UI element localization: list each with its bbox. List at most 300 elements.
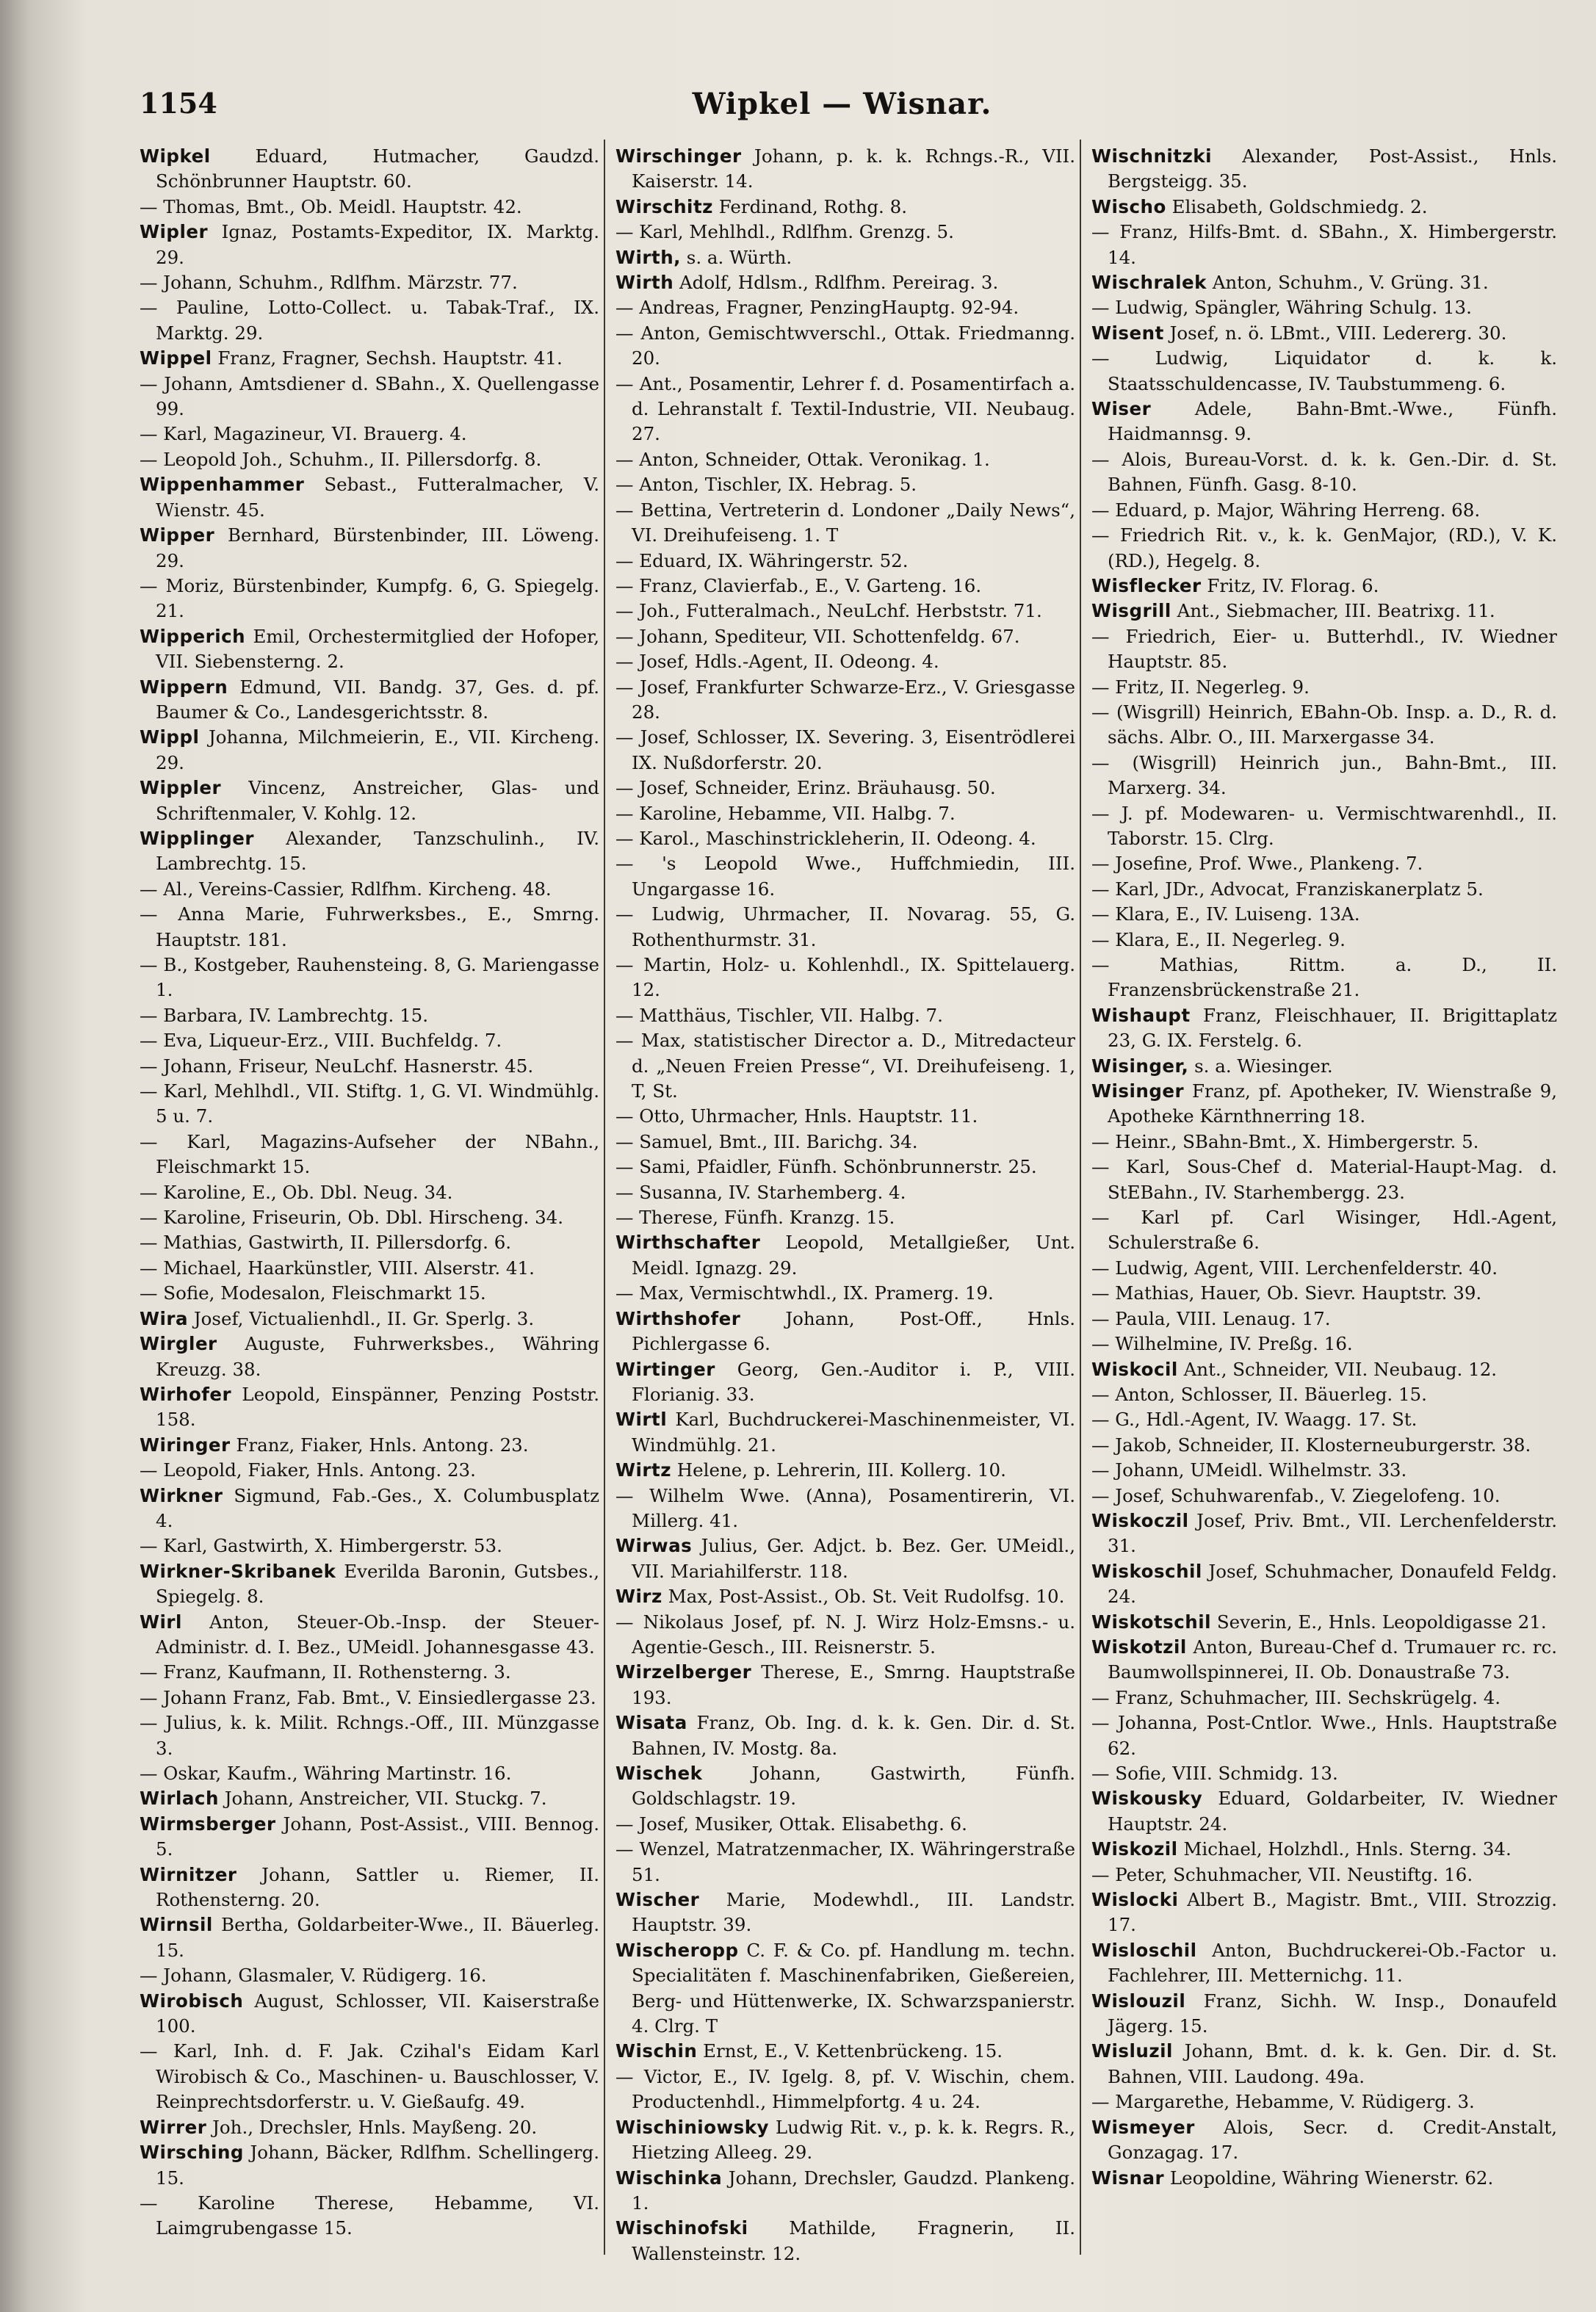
entry-text: — Anton, Gemischtwverschl., Ottak. Friedmanng. 20. [615, 322, 1075, 369]
directory-entry [140, 1610, 599, 1661]
entry-text: — Josef, Hdls.-Agent, II. Odeong. 4. [615, 651, 939, 673]
entry-surname: Wipperich [140, 625, 246, 647]
directory-entry [140, 2191, 599, 2241]
directory-entry [1091, 599, 1557, 624]
entry-surname: Wisloschil [1091, 1939, 1197, 1961]
entry-surname: Wischnitzki [1091, 145, 1212, 167]
entry-text: Josef, Priv. Bmt., VII. Lerchenfelderstr. 31. [1108, 1509, 1557, 1557]
entry-text: Josef, n. ö. LBmt., VIII. Ledererg. 30. [1169, 322, 1507, 344]
entry-text: Josef, Victualienhdl., II. Gr. Sperlg. 3. [193, 1307, 535, 1329]
directory-entry [140, 675, 599, 726]
directory-entry [140, 1484, 599, 1534]
directory-entry [1091, 2089, 1557, 2114]
directory-entry [140, 295, 599, 346]
directory-entry [615, 574, 1075, 599]
entry-text: — Matthäus, Tischler, VII. Halbg. 7. [615, 1004, 943, 1026]
entry-text: Bernhard, Bürstenbinder, III. Löweng. 29. [156, 524, 599, 571]
entry-text: — Mathias, Hauer, Ob. Sievr. Hauptstr. 39. [1091, 1282, 1482, 1304]
entry-text: — Karoline Therese, Hebamme, VI. Laimgrubengasse 15. [140, 2192, 599, 2239]
entry-text: — Friedrich, Eier- u. Butterhdl., IV. Wiedner Hauptstr. 85. [1091, 625, 1557, 673]
directory-entry [1091, 1761, 1557, 1786]
entry-text: — Karl, Magazins-Aufseher der NBahn., Fleischmarkt 15. [140, 1130, 599, 1178]
entry-text: Elisabeth, Goldschmiedg. 2. [1171, 195, 1428, 217]
directory-entry [615, 2216, 1075, 2266]
entry-surname: Wippern [140, 676, 228, 698]
directory-entry [1091, 1509, 1557, 1559]
directory-entry [615, 624, 1075, 649]
entry-text: — Susanna, IV. Starhemberg. 4. [615, 1181, 906, 1203]
directory-entry [615, 144, 1075, 195]
directory-entry [615, 1761, 1075, 1812]
entry-text: — Joh., Futteralmach., NeuLchf. Herbststr. 71. [615, 600, 1042, 622]
directory-entry [1091, 1938, 1557, 1989]
entry-surname: Wischralek [1091, 272, 1207, 294]
entry-text: Leopold, Einspänner, Penzing Poststr. 158. [156, 1383, 599, 1431]
entry-text: Franz, pf. Apotheker, IV. Wienstraße 9, Apotheke Kärnthnerring 18. [1108, 1080, 1557, 1127]
entry-text: — Martin, Holz- u. Kohlenhdl., IX. Spittelauerg. 12. [615, 954, 1075, 1001]
directory-entry [1091, 1256, 1557, 1281]
entry-text: Fritz, IV. Florag. 6. [1207, 574, 1379, 596]
directory-entry [140, 725, 599, 776]
entry-text: Julius, Ger. Adjct. b. Bez. Ger. UMeidl., VII. Mariahilferstr. 118. [632, 1535, 1075, 1582]
entry-surname: Wiringer [140, 1434, 231, 1456]
entry-text: Franz, Sichh. W. Insp., Donaufeld Jägerg. 15. [1108, 1990, 1557, 2037]
entry-text: — G., Hdl.-Agent, IV. Waagg. 17. St. [1091, 1409, 1418, 1431]
entry-text: — Mathias, Gastwirth, II. Pillersdorfg. 6. [140, 1232, 512, 1254]
directory-entry [1091, 1205, 1557, 1256]
directory-entry [615, 1028, 1075, 1104]
entry-surname: Wiskotschil [1091, 1611, 1212, 1633]
entry-text: Auguste, Fuhrwerksbes., Währing Kreuzg. 38. [156, 1333, 599, 1380]
entry-surname: Wirgler [140, 1333, 217, 1355]
directory-entry [1091, 1863, 1557, 1887]
directory-entry [1091, 144, 1557, 195]
entry-surname: Wischiniowsky [615, 2116, 770, 2138]
entry-text: Max, Post-Assist., Ob. St. Veit Rudolfsg. 10. [668, 1586, 1065, 1608]
entry-text: — Anton, Schneider, Ottak. Veronikag. 1. [615, 448, 990, 470]
entry-surname: Wipler [140, 221, 209, 243]
directory-entry [140, 1205, 599, 1230]
entry-surname: Wischer [615, 1889, 700, 1911]
entry-text: — Sofie, Modesalon, Fleischmarkt 15. [140, 1282, 486, 1304]
entry-text: — Michael, Haarkünstler, VIII. Alserstr. 41. [140, 1257, 535, 1279]
entry-text: — J. pf. Modewaren- u. Vermischtwarenhdl., II. Taborstr. 15. Clrg. [1091, 802, 1557, 849]
directory-entry [140, 902, 599, 953]
directory-entry [1091, 195, 1557, 220]
column-2 [615, 144, 1075, 2281]
directory-entry [1091, 953, 1557, 1003]
directory-entry [140, 624, 599, 675]
directory-entry [615, 1812, 1075, 1837]
entry-text: — Anna Marie, Fuhrwerksbes., E., Smrng. Hauptstr. 181. [140, 903, 599, 950]
entry-text: — Otto, Uhrmacher, Hnls. Hauptstr. 11. [615, 1105, 978, 1127]
directory-entry [615, 1003, 1075, 1028]
directory-entry [1091, 675, 1557, 700]
directory-entry [1091, 1130, 1557, 1155]
entry-text: — Johann, UMeidl. Wilhelmstr. 33. [1091, 1459, 1407, 1481]
entry-text: — Karoline, Friseurin, Ob. Dbl. Hirscheng. 34. [140, 1207, 564, 1229]
entry-surname: Wiskozil [1091, 1838, 1178, 1860]
directory-entry [615, 1155, 1075, 1180]
entry-text: — Josefine, Prof. Wwe., Plankeng. 7. [1091, 853, 1423, 875]
directory-entry [615, 1584, 1075, 1609]
directory-entry [140, 1989, 599, 2040]
entry-text: Georg, Gen.-Auditor i. P., VIII. Florianig. 33. [632, 1358, 1075, 1405]
directory-entry [140, 1533, 599, 1558]
directory-entry [140, 1660, 599, 1685]
entry-text: — Johann, Glasmaler, V. Rüdigerg. 16. [140, 1965, 487, 1987]
entry-surname: Wislouzil [1091, 1990, 1186, 2012]
entry-surname: Wislocki [1091, 1889, 1179, 1911]
entry-text: Everilda Baronin, Gutsbes., Spiegelg. 8. [156, 1560, 599, 1608]
entry-surname: Wiskousky [1091, 1788, 1203, 1810]
directory-entry [140, 1256, 599, 1281]
entry-text: — Karoline, E., Ob. Dbl. Neug. 34. [140, 1181, 453, 1203]
entry-text: — Max, statistischer Director a. D., Mitredacteur d. „Neuen Freien Presse“, VI. Dreihufeiseng. 1, T, St. [615, 1030, 1075, 1102]
entry-surname: Wishaupt [1091, 1004, 1191, 1026]
entry-surname: Wira [140, 1307, 189, 1329]
entry-surname: Wipkel [140, 145, 211, 167]
entry-text: Ignaz, Postamts-Expeditor, IX. Marktg. 29. [156, 221, 599, 268]
directory-entry [1091, 877, 1557, 902]
directory-entry [140, 144, 599, 195]
entry-text: — Sami, Pfaidler, Fünfh. Schönbrunnerstr. 25. [615, 1156, 1037, 1178]
entry-surname: Wipper [140, 524, 215, 546]
entry-text: — Ludwig, Spängler, Währing Schulg. 13. [1091, 297, 1472, 319]
directory-entry [140, 1710, 599, 1761]
entry-text: Anton, Steuer-Ob.-Insp. der Steuer-Administr. d. I. Bez., UMeidl. Johannesgasse 43. [156, 1611, 599, 1658]
entry-text: Eduard, Goldarbeiter, IV. Wiedner Hauptstr. 24. [1108, 1788, 1557, 1835]
entry-text: — Franz, Schuhmacher, III. Sechskrügelg. 4. [1091, 1686, 1501, 1708]
entry-text: s. a. Wiesinger. [1194, 1055, 1333, 1077]
directory-entry [1091, 447, 1557, 498]
directory-entry [615, 498, 1075, 549]
directory-entry [615, 801, 1075, 826]
entry-text: — Friedrich Rit. v., k. k. GenMajor, (RD.), V. K. (RD.), Hegelg. 8. [1091, 524, 1557, 571]
entry-surname: Wirlach [140, 1788, 219, 1810]
directory-entry [1091, 270, 1557, 295]
directory-entry [140, 2115, 599, 2140]
entry-surname: Wiser [1091, 398, 1152, 420]
directory-entry [1091, 1155, 1557, 1205]
directory-entry [140, 953, 599, 1003]
entry-surname: Wirtinger [615, 1358, 715, 1380]
directory-entry [140, 877, 599, 902]
directory-entry [615, 2039, 1075, 2064]
entry-text: — Josef, Schneider, Erinz. Bräuhausg. 50. [615, 777, 996, 799]
entry-text: Johann, Post-Off., Hnls. Pichlergasse 6. [632, 1307, 1075, 1355]
directory-entry [140, 776, 599, 826]
directory-entry [615, 725, 1075, 776]
page-number: 1154 [140, 87, 217, 120]
entry-text: — Alois, Bureau-Vorst. d. k. k. Gen.-Dir. d. St. Bahnen, Fünfh. Gasg. 8-10. [1091, 448, 1557, 496]
directory-entry [615, 447, 1075, 472]
entry-text: — Johann, Spediteur, VII. Schottenfeldg. 67. [615, 625, 1020, 647]
entry-text: Karl, Buchdruckerei-Maschinenmeister, VI. Windmühlg. 21. [632, 1409, 1075, 1456]
entry-text: — Franz, Kaufmann, II. Rothensterng. 3. [140, 1661, 511, 1683]
entry-surname: Wiskoschil [1091, 1560, 1202, 1582]
directory-entry [615, 675, 1075, 726]
entry-surname: Wirmsberger [140, 1813, 276, 1835]
directory-entry [1091, 1686, 1557, 1710]
directory-entry [1091, 397, 1557, 447]
directory-entry [140, 1786, 599, 1811]
entry-text: s. a. Würth. [686, 246, 792, 268]
entry-text: Eduard, Hutmacher, Gaudzd. Schönbrunner Hauptstr. 60. [156, 145, 599, 192]
directory-entry [1091, 1458, 1557, 1483]
entry-text: — Karl, Sous-Chef d. Material-Haupt-Mag. d. StEBahn., IV. Starhembergg. 23. [1091, 1156, 1557, 1203]
entry-text: C. F. & Co. pf. Handlung m. techn. Specialitäten f. Maschinenfabriken, Gießereien, Berg- und Hüttenwerke, IX. Schwarzspanierstr. 4. Clrg. T [632, 1939, 1075, 2037]
entry-text: — Josef, Frankfurter Schwarze-Erz., V. Griesgasse 28. [615, 676, 1075, 723]
entry-surname: Wippler [140, 777, 222, 799]
entry-text: — Karl, Gastwirth, X. Himbergerstr. 53. [140, 1535, 502, 1557]
directory-entry [140, 422, 599, 447]
directory-entry [615, 1938, 1075, 2040]
entry-text: — (Wisgrill) Heinrich, EBahn-Ob. Insp. a. D., R. d. sächs. Albr. O., III. Marxergasse 34. [1091, 701, 1557, 748]
directory-entry [1091, 624, 1557, 675]
directory-entry [615, 851, 1075, 902]
entry-text: — Moriz, Bürstenbinder, Kumpfg. 6, G. Spiegelg. 21. [140, 574, 599, 622]
entry-text: Bertha, Goldarbeiter-Wwe., II. Bäuerleg. 15. [156, 1914, 599, 1961]
directory-entry [140, 1230, 599, 1255]
entry-text: — Jakob, Schneider, II. Klosterneuburgerstr. 38. [1091, 1434, 1531, 1456]
entry-surname: Wirnitzer [140, 1863, 237, 1885]
directory-entry [615, 1660, 1075, 1710]
directory-entry [140, 574, 599, 624]
entry-text: Therese, E., Smrng. Hauptstraße 193. [632, 1661, 1075, 1708]
entry-text: — Karl, JDr., Advocat, Franziskanerplatz 5. [1091, 878, 1484, 900]
entry-text: — Johann, Amtsdiener d. SBahn., X. Quellengasse 99. [140, 372, 599, 420]
directory-entry [140, 270, 599, 295]
entry-surname: Wisflecker [1091, 574, 1202, 596]
entry-text: Adele, Bahn-Bmt.-Wwe., Fünfh. Haidmannsg. 9. [1108, 398, 1557, 445]
entry-text: Josef, Schuhmacher, Donaufeld Feldg. 24. [1108, 1560, 1557, 1608]
entry-text: Franz, Fragner, Sechsh. Hauptstr. 41. [217, 347, 563, 369]
entry-text: — Victor, E., IV. Igelg. 8, pf. V. Wischin, chem. Productenhdl., Himmelpfortg. 4 u. 24. [615, 2065, 1075, 2113]
entry-text: Johann, Bmt. d. k. k. Gen. Dir. d. St. Bahnen, VIII. Laudong. 49a. [1108, 2040, 1557, 2087]
entry-text: — Josef, Schuhwarenfab., V. Ziegelofeng. 10. [1091, 1484, 1501, 1506]
entry-text: — Paula, VIII. Lenaug. 17. [1091, 1307, 1331, 1329]
directory-entry [140, 447, 599, 472]
entry-text: — Bettina, Vertreterin d. Londoner „Daily News“, VI. Dreihufeiseng. 1. T [615, 499, 1075, 546]
entry-text: — Wilhelm Wwe. (Anna), Posamentirerin, VI. Millerg. 41. [615, 1484, 1075, 1531]
directory-entry [1091, 346, 1557, 397]
entry-text: — Ant., Posamentir, Lehrer f. d. Posamentirfach a. d. Lehranstalt f. Textil-Industrie, VII. Neubaug. 27. [615, 372, 1075, 445]
entry-text: Sebast., Futteralmacher, V. Wienstr. 45. [156, 474, 599, 521]
directory-entry [1091, 1887, 1557, 1938]
entry-surname: Wischinka [615, 2167, 723, 2189]
entry-text: Adolf, Hdlsm., Rdlfhm. Pereirag. 3. [679, 272, 999, 294]
entry-surname: Wisent [1091, 322, 1164, 344]
directory-entry [615, 1130, 1075, 1155]
directory-entry [140, 1003, 599, 1028]
directory-entry [1091, 1610, 1557, 1635]
entry-text: Severin, E., Hnls. Leopoldigasse 21. [1216, 1611, 1547, 1633]
entry-surname: Wirkner-Skribanek [140, 1560, 336, 1582]
entry-text: — Karl, Mehlhdl., Rdlfhm. Grenzg. 5. [615, 221, 954, 243]
directory-entry [615, 902, 1075, 953]
directory-entry [1091, 523, 1557, 574]
directory-entry [615, 599, 1075, 624]
directory-entry [140, 472, 599, 523]
directory-entry [1091, 2166, 1557, 2191]
entry-text: — Eva, Liqueur-Erz., VIII. Buchfeldg. 7. [140, 1030, 502, 1052]
directory-entry [615, 1180, 1075, 1205]
directory-entry [140, 1686, 599, 1710]
directory-entry [1091, 1079, 1557, 1130]
entry-text: — Franz, Hilfs-Bmt. d. SBahn., X. Himbergerstr. 14. [1091, 221, 1557, 268]
directory-entry [140, 1332, 599, 1382]
directory-entry [1091, 1003, 1557, 1054]
entry-text: — Franz, Clavierfab., E., V. Garteng. 16. [615, 574, 982, 596]
entry-text: Johann, Bäcker, Rdlfhm. Schellingerg. 15. [156, 2142, 599, 2189]
entry-text: Albert B., Magistr. Bmt., VIII. Strozzig. 17. [1108, 1889, 1557, 1936]
entry-text: — Karl, Mehlhdl., VII. Stiftg. 1, G. VI. Windmühlg. 5 u. 7. [140, 1080, 599, 1127]
directory-entry [140, 1761, 599, 1786]
directory-entry [615, 1230, 1075, 1281]
directory-entry [615, 776, 1075, 801]
column-3 [1091, 144, 1557, 2281]
directory-entry [1091, 2039, 1557, 2089]
entry-text: — Karoline, Hebamme, VII. Halbg. 7. [615, 802, 956, 824]
directory-entry [140, 1559, 599, 1610]
entry-surname: Wischinofski [615, 2217, 748, 2239]
entry-surname: Wiskocil [1091, 1358, 1178, 1380]
directory-entry [140, 523, 599, 574]
entry-surname: Wirobisch [140, 1990, 244, 2012]
directory-entry [140, 1433, 599, 1458]
entry-text: — Karl, Magazineur, VI. Brauerg. 4. [140, 423, 467, 445]
entry-surname: Wirtl [615, 1409, 668, 1431]
directory-entry [615, 1307, 1075, 1357]
directory-entry [140, 1963, 599, 1988]
directory-entry [1091, 928, 1557, 953]
directory-entry [1091, 1635, 1557, 1686]
entry-surname: Wippel [140, 347, 212, 369]
entry-text: — Al., Vereins-Cassier, Rdlfhm. Kircheng. 48. [140, 878, 552, 900]
directory-entry [1091, 1433, 1557, 1458]
entry-surname: Wirhofer [140, 1383, 232, 1405]
directory-entry [615, 472, 1075, 497]
directory-entry [1091, 1559, 1557, 1610]
entry-surname: Wipplinger [140, 827, 254, 849]
directory-entry [140, 346, 599, 371]
directory-entry [1091, 1332, 1557, 1357]
entry-text: — Eduard, IX. Währingerstr. 52. [615, 549, 909, 571]
directory-entry [140, 1912, 599, 1963]
entry-text: Anton, Bureau-Chef d. Trumauer rc. rc. Baumwollspinnerei, II. Ob. Donaustraße 73. [1108, 1636, 1557, 1683]
entry-text: — Therese, Fünfh. Kranzg. 15. [615, 1207, 895, 1229]
directory-entry [615, 2166, 1075, 2217]
directory-entry [615, 195, 1075, 220]
entry-text: Alexander, Post-Assist., Hnls. Bergsteigg. 35. [1108, 145, 1557, 192]
directory-entry [140, 372, 599, 422]
entry-text: — Fritz, II. Negerleg. 9. [1091, 676, 1310, 698]
entry-surname: Wirnsil [140, 1914, 213, 1936]
directory-entry [140, 826, 599, 877]
entry-text: — Ludwig, Uhrmacher, II. Novarag. 55, G. Rothenthurmstr. 31. [615, 903, 1075, 950]
entry-surname: Wischin [615, 2040, 698, 2062]
directory-entry [1091, 1837, 1557, 1862]
directory-entry [1091, 851, 1557, 876]
entry-text: Johann, p. k. k. Rchngs.-R., VII. Kaiserstr. 14. [632, 145, 1075, 192]
entry-text: Franz, Fiaker, Hnls. Antong. 23. [236, 1434, 529, 1456]
column-rule-right [1080, 140, 1081, 2255]
entry-text: Vincenz, Anstreicher, Glas- und Schriftenmaler, V. Kohlg. 12. [156, 777, 599, 824]
directory-entry [140, 220, 599, 270]
directory-entry [1091, 498, 1557, 523]
directory-entry [615, 372, 1075, 447]
entry-text: August, Schlosser, VII. Kaiserstraße 100. [156, 1990, 599, 2037]
running-head: Wipkel — Wisnar. [692, 87, 992, 121]
entry-text: Ludwig Rit. v., p. k. k. Regrs. R., Hietzing Alleeg. 29. [632, 2116, 1075, 2164]
directory-entry [615, 245, 1075, 270]
directory-entry [615, 1104, 1075, 1129]
entry-surname: Wisnar [1091, 2167, 1165, 2189]
entry-text: — Samuel, Bmt., III. Barichg. 34. [615, 1130, 918, 1152]
directory-entry [1091, 2115, 1557, 2166]
entry-text: — Heinr., SBahn-Bmt., X. Himbergerstr. 5. [1091, 1130, 1479, 1152]
entry-text: — Anton, Schlosser, II. Bäuerleg. 15. [1091, 1383, 1427, 1405]
entry-text: — (Wisgrill) Heinrich jun., Bahn-Bmt., III. Marxerg. 34. [1091, 751, 1557, 799]
directory-entry [140, 1281, 599, 1306]
entry-text: Edmund, VII. Bandg. 37, Ges. d. pf. Baumer & Co., Landesgerichtsstr. 8. [156, 676, 599, 723]
entry-text: Marie, Modewhdl., III. Landstr. Hauptstr. 39. [632, 1889, 1075, 1936]
entry-surname: Wisata [615, 1712, 687, 1734]
directory-entry [1091, 1484, 1557, 1509]
directory-entry [615, 953, 1075, 1003]
entry-text: — Max, Vermischtwhdl., IX. Pramerg. 19. [615, 1282, 994, 1304]
entry-surname: Wirth, [615, 246, 681, 268]
directory-entry [1091, 700, 1557, 751]
entry-surname: Wischeropp [615, 1939, 739, 1961]
directory-entry [1091, 1989, 1557, 2040]
directory-entry [140, 1054, 599, 1079]
directory-entry [140, 1458, 599, 1483]
entry-text: Johann, Post-Assist., VIII. Bennog. 5. [156, 1813, 599, 1860]
entry-surname: Wirschitz [615, 195, 713, 217]
directory-entry [140, 1130, 599, 1180]
entry-text: — Eduard, p. Major, Währing Herreng. 68. [1091, 499, 1481, 521]
directory-entry [140, 2039, 599, 2114]
directory-entry [615, 1281, 1075, 1306]
directory-entry [615, 1357, 1075, 1408]
entry-text: Michael, Holzhdl., Hnls. Sterng. 34. [1183, 1838, 1512, 1860]
directory-entry [140, 1180, 599, 1205]
directory-entry [615, 1458, 1075, 1483]
entry-text: — Josef, Schlosser, IX. Severing. 3, Eisentrödlerei IX. Nußdorferstr. 20. [615, 726, 1075, 773]
directory-entry [615, 1837, 1075, 1887]
entry-surname: Wippl [140, 726, 200, 748]
entry-text: Johann, Sattler u. Riemer, II. Rothensterng. 20. [156, 1863, 599, 1911]
entry-text: — Oskar, Kaufm., Währing Martinstr. 16. [140, 1763, 512, 1784]
entry-surname: Wisinger, [1091, 1055, 1189, 1077]
entry-text: Ant., Siebmacher, III. Beatrixg. 11. [1177, 600, 1495, 622]
entry-text: Helene, p. Lehrerin, III. Kollerg. 10. [676, 1459, 1006, 1481]
directory-entry [615, 2115, 1075, 2166]
entry-text: Johann, Gastwirth, Fünfh. Goldschlagstr. 19. [632, 1763, 1075, 1810]
page-header [140, 87, 1545, 131]
entry-text: — Ludwig, Agent, VIII. Lerchenfelderstr. 40. [1091, 1257, 1498, 1279]
entry-text: Alois, Secr. d. Credit-Anstalt, Gonzagag. 17. [1108, 2116, 1557, 2164]
directory-entry [615, 1710, 1075, 1761]
entry-text: — Josef, Musiker, Ottak. Elisabethg. 6. [615, 1813, 967, 1835]
directory-entry [1091, 902, 1557, 927]
entry-text: — Johann, Friseur, NeuLchf. Hasnerstr. 45. [140, 1055, 534, 1077]
column-1 [140, 144, 599, 2281]
entry-text: — Anton, Tischler, IX. Hebrag. 5. [615, 474, 917, 496]
directory-entry [1091, 1786, 1557, 1837]
